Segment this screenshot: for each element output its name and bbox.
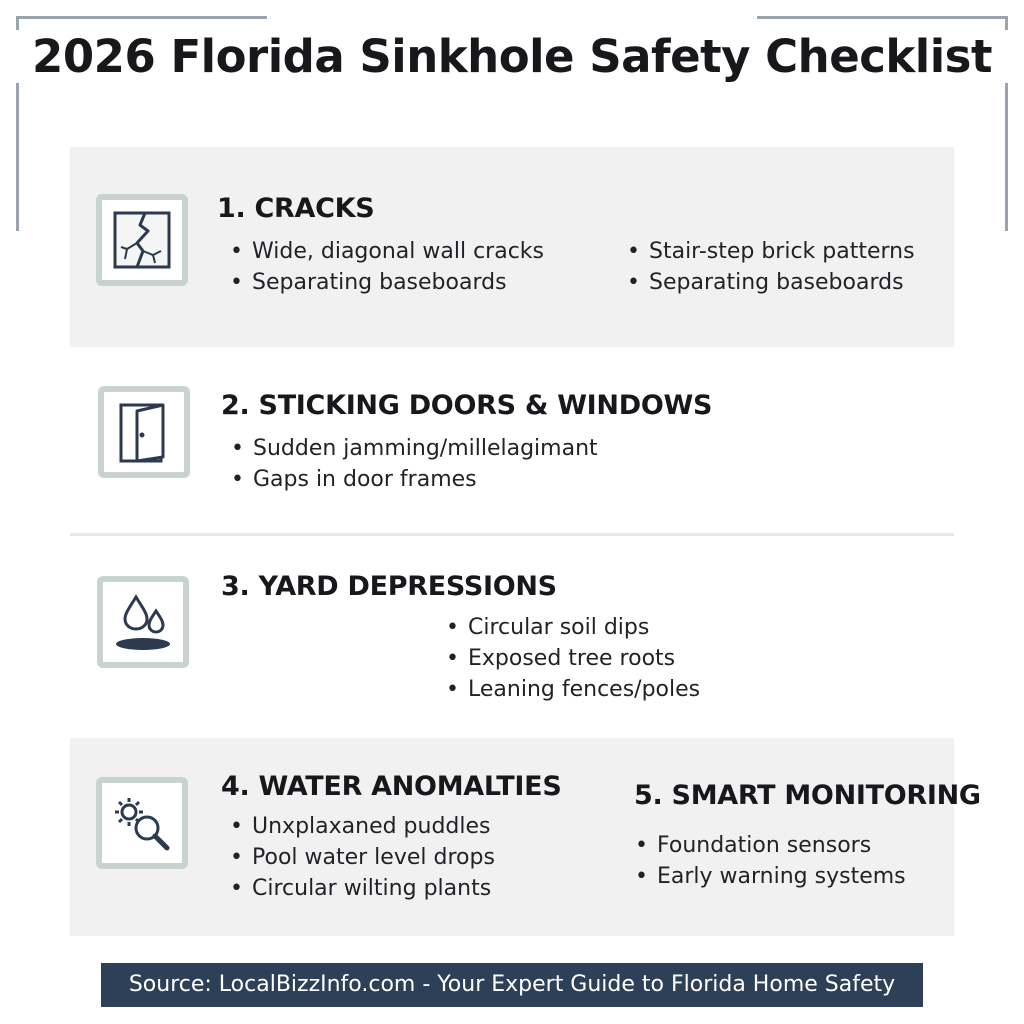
section-divider — [70, 533, 954, 536]
section-heading-water: 4. WATER ANOMALTIES — [221, 771, 562, 802]
water-drops-icon — [97, 576, 189, 668]
list-item: • Early warning systems — [635, 861, 906, 892]
list-item: • Gaps in door frames — [231, 464, 598, 495]
cracks-list-right — [627, 236, 915, 298]
list-item: • Circular soil dips — [446, 612, 700, 643]
section-cracks — [70, 147, 954, 347]
list-item: • Sudden jamming/millelagimant — [231, 433, 598, 464]
source-footer: Source: LocalBizzInfo.com - Your Expert Guide to Florida Home Safety — [101, 963, 923, 1007]
doors-list — [231, 433, 598, 495]
section-heading-monitoring: 5. SMART MONITORING — [634, 780, 981, 811]
section-heading-yard: 3. YARD DEPRESSIONS — [221, 571, 557, 602]
section-heading-doors: 2. STICKING DOORS & WINDOWS — [221, 390, 713, 421]
wall-crack-icon — [96, 194, 188, 286]
monitoring-list — [635, 830, 906, 892]
list-item: • Pool water level drops — [230, 842, 495, 873]
list-item: • Exposed tree roots — [446, 643, 700, 674]
section-water-and-monitoring — [70, 738, 981, 936]
section-yard-depressions — [70, 538, 954, 734]
list-item: • Stair-step brick patterns — [627, 236, 915, 267]
section-sticking-doors — [70, 350, 954, 530]
page-title: 2026 Florida Sinkhole Safety Checklist — [0, 30, 1024, 83]
list-item: • Leaning fences/poles — [446, 674, 700, 705]
list-item: • Separating baseboards — [230, 267, 544, 298]
list-item: • Unxplaxaned puddles — [230, 811, 495, 842]
list-item: • Circular wilting plants — [230, 873, 495, 904]
cracks-list-left — [230, 236, 544, 298]
list-item: • Separating baseboards — [627, 267, 915, 298]
yard-list — [446, 612, 700, 705]
gear-magnifier-icon — [96, 777, 188, 869]
list-item: • Foundation sensors — [635, 830, 906, 861]
section-heading-cracks: 1. CRACKS — [217, 193, 375, 224]
water-list — [230, 811, 495, 904]
open-door-icon — [98, 386, 190, 478]
list-item: • Wide, diagonal wall cracks — [230, 236, 544, 267]
